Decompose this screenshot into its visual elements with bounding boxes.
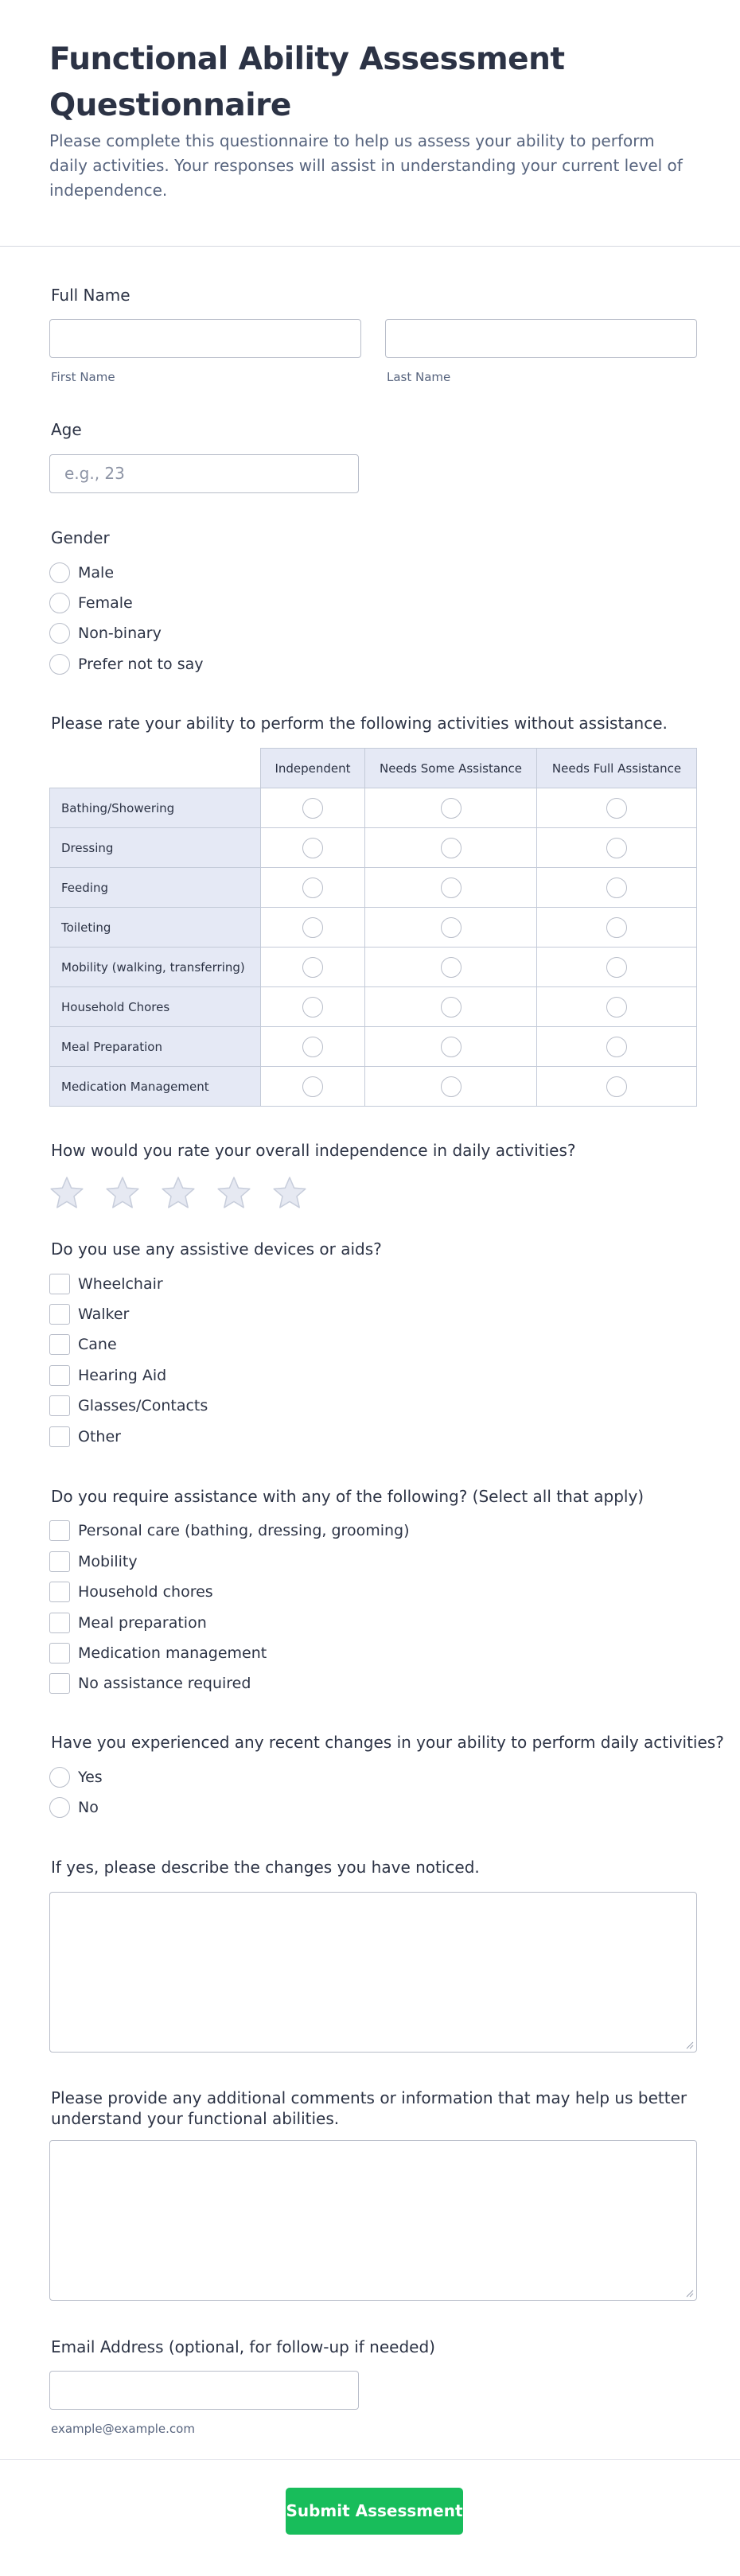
matrix-row-label: Household Chores [50,987,261,1027]
device-option-wheelchair[interactable] [49,1273,163,1295]
checkbox[interactable] [49,1334,70,1355]
option-label: Mobility [78,1553,138,1570]
radio-button[interactable] [49,1767,70,1788]
device-option-other[interactable] [49,1426,121,1448]
option-label: Female [78,594,133,612]
matrix-row-label: Meal Preparation [50,1027,261,1067]
footer-divider [0,2459,740,2460]
checkbox[interactable] [49,1365,70,1386]
assistance-option-none[interactable] [49,1672,251,1695]
email-input[interactable] [49,2371,359,2410]
email-sublabel: example@example.com [51,2422,195,2436]
gender-option-prefer-not[interactable] [49,653,204,675]
checkbox[interactable] [49,1304,70,1325]
checkbox[interactable] [49,1520,70,1541]
star-icon[interactable] [216,1175,251,1210]
option-label: Walker [78,1306,130,1323]
device-option-walker[interactable] [49,1303,129,1325]
independence-label: How would you rate your overall independence in daily activities? [51,1141,576,1160]
matrix-row [50,788,697,828]
matrix-row [50,1067,697,1107]
matrix-radio[interactable] [302,917,323,938]
option-label: Prefer not to say [78,656,204,673]
matrix-column-header: Needs Some Assistance [365,749,537,788]
assistance-option-personal-care[interactable] [49,1520,410,1542]
matrix-radio[interactable] [606,798,627,819]
option-label: Household chores [78,1583,213,1601]
header-divider [0,246,740,247]
matrix-corner [50,749,261,788]
assistance-option-medication[interactable] [49,1642,267,1664]
comments-label [51,2088,687,2129]
activities-matrix [49,748,697,1107]
assistance-option-mobility[interactable] [49,1551,138,1573]
matrix-row-label: Medication Management [50,1067,261,1107]
option-label: Glasses/Contacts [78,1397,208,1414]
option-label: Personal care (bathing, dressing, grooming) [78,1522,410,1539]
full-name-label: Full Name [51,286,130,305]
checkbox[interactable] [49,1426,70,1447]
matrix-radio[interactable] [441,1037,462,1057]
last-name-sublabel: Last Name [387,370,451,384]
matrix-radio[interactable] [606,877,627,898]
option-label: Other [78,1428,121,1446]
matrix-radio[interactable] [302,1076,323,1097]
option-label: No assistance required [78,1675,251,1692]
devices-label: Do you use any assistive devices or aids? [51,1239,382,1259]
assistance-option-household[interactable] [49,1581,213,1603]
gender-label: Gender [51,528,110,547]
matrix-radio[interactable] [606,957,627,978]
comments-label-line: Please provide any additional comments or information that may help us better [51,2088,687,2107]
matrix-radio[interactable] [302,997,323,1018]
star-icon[interactable] [272,1175,307,1210]
star-icon[interactable] [161,1175,196,1210]
comments-textarea[interactable] [49,2140,697,2301]
matrix-radio[interactable] [302,798,323,819]
age-input[interactable]: e.g., 23 [49,454,359,493]
age-label: Age [51,420,82,439]
matrix-radio[interactable] [302,957,323,978]
gender-option-female[interactable] [49,592,133,614]
page-title: Functional Ability Assessment Questionnaire [49,41,565,123]
option-label: Meal preparation [78,1614,207,1632]
radio-button[interactable] [49,1797,70,1818]
checkbox[interactable] [49,1613,70,1633]
option-label: Hearing Aid [78,1367,167,1384]
matrix-radio[interactable] [441,838,462,858]
describe-textarea[interactable] [49,1892,697,2053]
matrix-row [50,987,697,1027]
star-rating [49,1175,328,1210]
matrix-row [50,908,697,948]
matrix-radio[interactable] [441,917,462,938]
changes-option-no[interactable] [49,1796,99,1819]
matrix-row-label: Dressing [50,828,261,868]
checkbox[interactable] [49,1274,70,1294]
changes-label: Have you experienced any recent changes in your ability to perform daily activities? [51,1733,724,1752]
resize-grip-icon[interactable] [684,2040,694,2049]
radio-button[interactable] [49,593,70,613]
submit-button[interactable]: Submit Assessment [286,2488,463,2535]
device-option-hearing-aid[interactable] [49,1364,166,1387]
assistance-option-meal[interactable] [49,1612,207,1634]
activities-label: Please rate your ability to perform the following activities without assistance. [51,714,668,733]
radio-button[interactable] [49,562,70,583]
option-label: Wheelchair [78,1275,163,1293]
matrix-column-header: Needs Full Assistance [537,749,697,788]
checkbox[interactable] [49,1395,70,1416]
matrix-radio[interactable] [606,1076,627,1097]
first-name-sublabel: First Name [51,370,115,384]
option-label: Non-binary [78,625,162,642]
resize-grip-icon[interactable] [684,2288,694,2298]
describe-label: If yes, please describe the changes you have noticed. [51,1858,480,1877]
matrix-radio[interactable] [302,838,323,858]
star-icon[interactable] [49,1175,84,1210]
first-name-input[interactable] [49,319,361,358]
matrix-radio[interactable] [441,997,462,1018]
matrix-radio[interactable] [606,1037,627,1057]
gender-option-male[interactable] [49,562,114,584]
matrix-radio[interactable] [441,877,462,898]
radio-button[interactable] [49,654,70,675]
matrix-radio[interactable] [606,997,627,1018]
checkbox[interactable] [49,1551,70,1572]
matrix-radio[interactable] [441,957,462,978]
matrix-row [50,868,697,908]
checkbox[interactable] [49,1673,70,1694]
gender-option-non-binary[interactable] [49,622,162,644]
changes-option-yes[interactable] [49,1766,103,1788]
matrix-radio[interactable] [302,877,323,898]
matrix-column-header: Independent [261,749,365,788]
checkbox[interactable] [49,1582,70,1602]
matrix-radio[interactable] [441,1076,462,1097]
radio-button[interactable] [49,623,70,644]
device-option-cane[interactable] [49,1333,117,1356]
option-label: Medication management [78,1644,267,1662]
matrix-row [50,828,697,868]
comments-label-line: understand your functional abilities. [51,2109,340,2128]
form-header [49,37,686,203]
checkbox[interactable] [49,1643,70,1664]
option-label: Yes [78,1769,103,1786]
matrix-row-label: Toileting [50,908,261,948]
form-description: Please complete this questionnaire to help us assess your ability to perform daily activities. Your responses will assist in understanding your current level of independence. [49,131,683,200]
star-icon[interactable] [105,1175,140,1210]
matrix-row [50,1027,697,1067]
device-option-glasses[interactable] [49,1395,208,1417]
matrix-row-label: Mobility (walking, transferring) [50,948,261,987]
matrix-radio[interactable] [606,917,627,938]
option-label: No [78,1799,99,1816]
option-label: Cane [78,1336,117,1353]
option-label: Male [78,564,115,582]
matrix-radio[interactable] [441,798,462,819]
matrix-radio[interactable] [606,838,627,858]
matrix-row-label: Feeding [50,868,261,908]
email-label: Email Address (optional, for follow-up if needed) [51,2337,435,2356]
last-name-input[interactable] [385,319,697,358]
matrix-radio[interactable] [302,1037,323,1057]
assistance-label: Do you require assistance with any of the following? (Select all that apply) [51,1487,645,1506]
matrix-row-label: Bathing/Showering [50,788,261,828]
matrix-row [50,948,697,987]
